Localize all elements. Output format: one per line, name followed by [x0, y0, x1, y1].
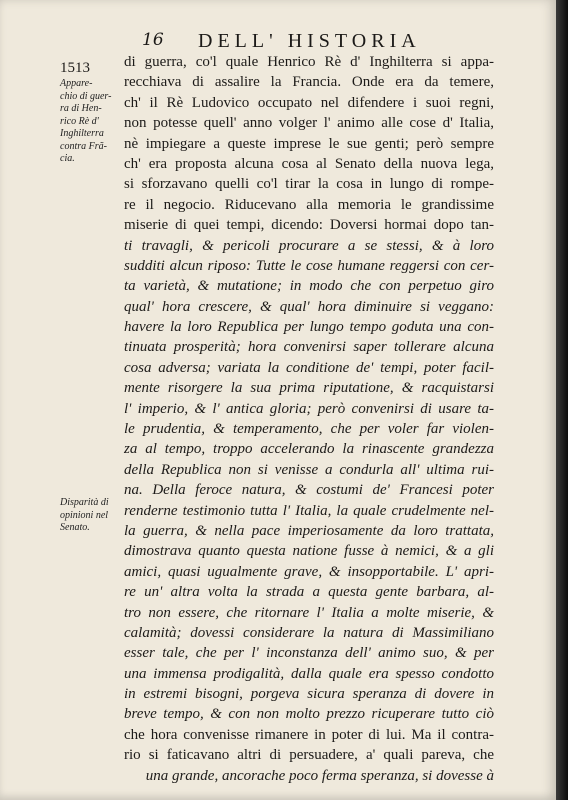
- text-line: breve tempo, & con non molto prezzo ricuperare tutto ciò: [124, 706, 494, 723]
- text-line: dimostrava quanto questa natione fusse à nemici, & a gli: [124, 543, 494, 560]
- page-number: 16: [142, 30, 164, 50]
- text-line: si sforzavano quelli co'l tirar la cosa in lungo di rompe-: [124, 176, 494, 193]
- text-line: della Republica non si venisse a condurla all' ultima rui-: [124, 461, 494, 478]
- text-line: non potesse quell' anno volger l' animo alle cose d' Italia,: [124, 115, 494, 132]
- text-line: rio si faticavano altri di persuadere, a' quali pareva, che: [124, 747, 494, 764]
- text-line: che hora convenisse rimanere in poter di lui. Ma il contra-: [124, 726, 494, 743]
- text-line: mente risorgere la sua prima riputatione, & racquistarsi: [124, 380, 494, 397]
- text-line: calamità; dovessi considerare la natura di Massimiliano: [124, 624, 494, 641]
- text-line: renderne testimonio tutta l' Italia, la quale crudelmente nel-: [124, 502, 494, 519]
- text-line: sudditi alcun riposo: Tutte le cose humane reggersi con cer-: [124, 257, 494, 274]
- text-line: recchiava di assalire la Francia. Onde era da temere,: [124, 74, 494, 91]
- text-line: re il negocio. Riducevano alla memoria le grandissime: [124, 196, 494, 213]
- text-line: in estremi bisogni, porgeva sicura speranza di dovere in: [124, 686, 494, 703]
- text-line: una grande, ancorache poco ferma speranza, si dovesse à: [145, 767, 494, 784]
- text-line: za al tempo, troppo accelerando la rinascente grandezza: [124, 441, 494, 458]
- text-line: amici, quasi ugualmente grave, & insopportabile. L' apri-: [124, 563, 494, 580]
- running-title: DELL' HISTORIA: [198, 30, 421, 52]
- page-header: [142, 30, 482, 54]
- text-line: qual' hora crescere, & qual' hora diminuire si veggano:: [124, 298, 494, 315]
- text-line: le prudentia, & temperamento, che per voler far violen-: [124, 421, 494, 437]
- book-gutter-shadow: [556, 0, 568, 800]
- text-line: tinuata prosperità; hora convenirsi saper tollerare alcuna: [124, 339, 494, 356]
- text-line: ch' il Rè Ludovico occupato nel difendere i suoi regni,: [124, 94, 494, 111]
- text-line: tro non essere, che ritornare l' Italia a molte miserie, &: [124, 604, 494, 621]
- text-line: re un' altra volta la strada a questa gente barbara, al-: [124, 584, 494, 601]
- text-line: havere la loro Republica per lungo tempo goduta una con-: [124, 319, 494, 336]
- text-line: na. Della feroce natura, & costumi de' Francesi poter: [124, 482, 494, 499]
- text-line: una immensa prodigalità, dalla quale era spesso condotto: [124, 665, 494, 682]
- text-line: miserie di quei tempi, dicendo: Doversi hormai dopo tan-: [124, 217, 494, 234]
- margin-note: Appare- chio di guer- ra di Hen- rico Rè d' Inghilterra contra Frã- cia.: [60, 78, 112, 164]
- text-line: di guerra, co'l quale Henrico Rè d' Inghilterra si appa-: [124, 54, 494, 70]
- text-line: l' imperio, & l' antica gloria; però convenirsi di usare ta-: [124, 400, 494, 417]
- text-line: cosa adversa; variata la conditione de' tempi, poter facil-: [124, 359, 494, 376]
- text-line: ta varietà, & mutatione; in modo che con perpetuo giro: [124, 278, 494, 295]
- margin-note: Disparità di opinioni nel Senato.: [60, 497, 109, 533]
- text-line: nè impiegare a queste imprese le sue genti; però sempre: [124, 135, 494, 152]
- text-line: la guerra, & nella pace imperiosamente da loro trattata,: [124, 522, 494, 539]
- text-line: ti travagli, & pericoli procurare a se stessi, & à loro: [124, 237, 494, 254]
- margin-year: 1513: [60, 60, 90, 76]
- text-line: ch' era proposta alcuna cosa al Senato della nuova lega,: [124, 155, 494, 172]
- text-line: esser tale, che per l' inconstanza dell' animo suo, & per: [124, 645, 494, 662]
